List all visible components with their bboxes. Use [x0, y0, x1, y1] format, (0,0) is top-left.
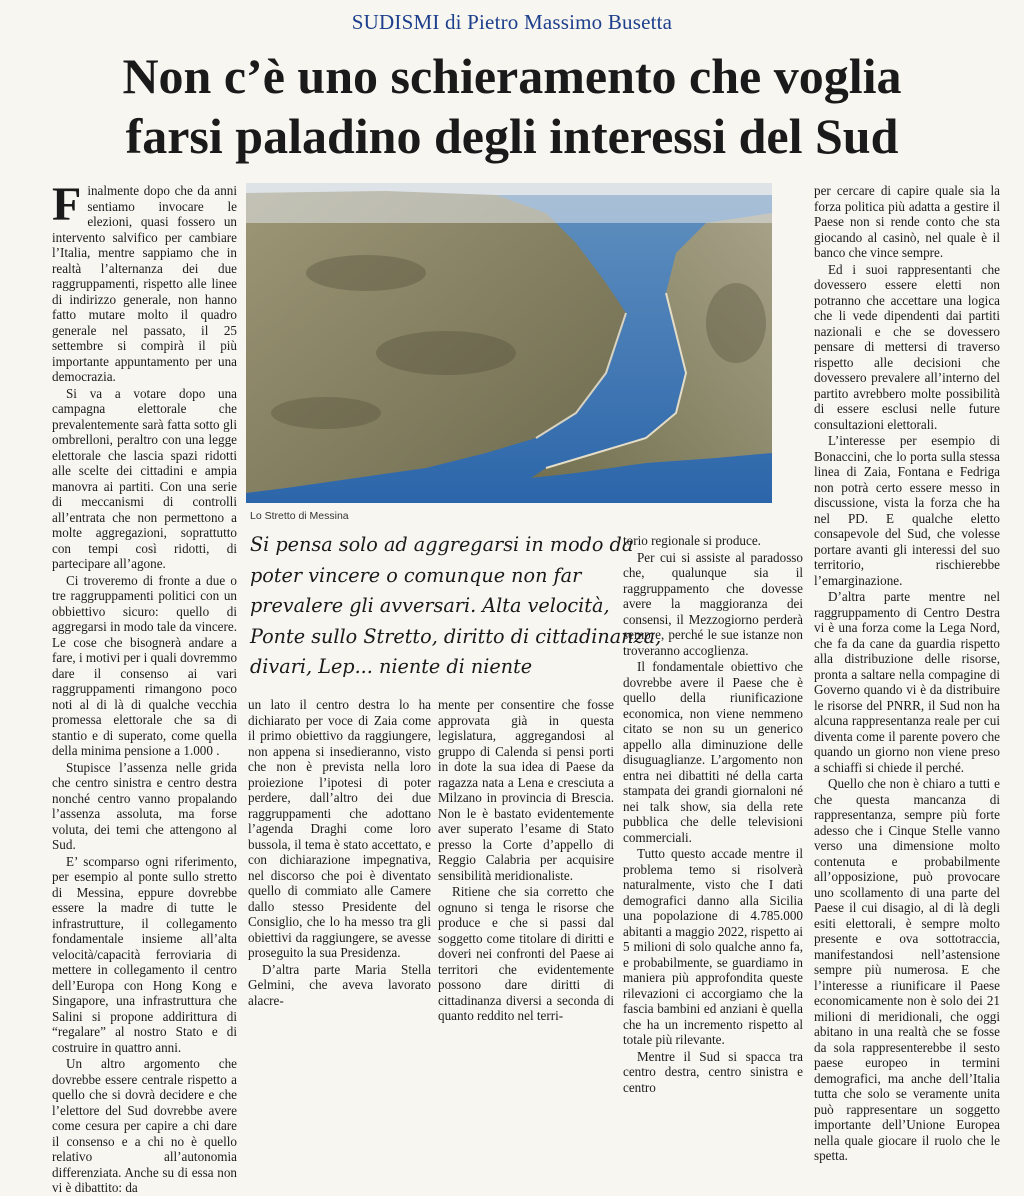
- pull-quote-line: poter vincere o comunque non far: [250, 563, 582, 587]
- column-5: [814, 183, 1000, 1163]
- paragraph: Ritiene che sia corretto che ognuno si tenga le risorse che produce e che si passi dal soggetto come titolare di diritti e doveri nei confronti del Paese ai territori che evidentemente possono dare diritti di cittadinanza diversi a seconda di quanto reddito nel terri-: [438, 884, 614, 1023]
- column-2: [248, 697, 431, 1008]
- paragraph: Stupisce l’assenza nelle grida che centro sinistra e centro destra nonché centro vanno propalando l’assenza assoluta, ma forse voluta, dei temi che attengono al Sud.: [52, 759, 237, 852]
- headline-line-1: Non c’è uno schieramento che voglia: [122, 48, 902, 104]
- drop-cap: F: [52, 178, 82, 231]
- paragraph: Un altro argomento che dovrebbe essere centrale rispetto a quello che si dovrà decidere e che l’elettore del Sud dovrebbe avere come cesura per capire a chi dare il consenso e a chi no è quello relativo all’autonomia differenziata. Anche su di essa non vi è dibattito: da: [52, 1056, 237, 1195]
- column-1: [52, 178, 238, 1195]
- strait-aerial-image: [246, 183, 772, 503]
- photo-strait-of-messina: [246, 183, 772, 503]
- paragraph: Ed i suoi rappresentanti che dovessero essere eletti non potranno che accettare una logica che li vede dipendenti dai partiti nazionali e che se dovessero pensare di mettersi di traverso rispetto alle decisioni che dovessero prevalere all’interno del partito avrebbero molte possibilità di essere esclusi nelle future consultazioni elettorali.: [814, 261, 1000, 432]
- paragraph: Il fondamentale obiettivo che dovrebbe avere il Paese che è quello della riunificazione economica, non viene nemmeno citato se non su un generico appello alla diminuzione delle disuguaglianze. L’argomento non entra nei dibattiti né della carta stampata dei grandi giornaloni né nei talk show, sia della rete pubblica che delle televisioni commerciali.: [623, 659, 803, 845]
- paragraph: L’interesse per esempio di Bonaccini, che lo porta sulla stessa linea di Zaia, Fontana e Fedriga non potrà certo essere messo in discussione, vista la forza che ha nel PD. E qualche eletto consapevole del Sud, che volesse portare avanti gli interessi del suo territorio, rischierebbe l’emarginazione.: [814, 433, 1000, 588]
- column-4: [623, 533, 803, 1095]
- paragraph: Si va a votare dopo una campagna elettorale che prevalentemente sarà fatta sotto gli ombrelloni, peraltro con una legge elettorale che lascia spazi ridotti alle scelte dei cittadini e ampia manovra ai partiti. Con una serie di meccanismi di controlli all’entrata che non permettono a molte aggregazioni, soprattutto con tempi così ridotti, di partecipare all’agone.: [52, 385, 237, 571]
- pull-quote-line: Ponte sullo Stretto, diritto di cittadinanza,: [250, 624, 662, 648]
- paragraph: Quello che non è chiaro a tutti e che questa mancanza di rappresentanza, sempre più forte adesso che i Cinque Stelle vanno verso una dimensione molto contenuta e probabilmente all’opposizione, può provocare uno scollamento di una parte del Paese il cui disagio, al di là degli esiti elettorali, è sempre molto presente e ova sottotraccia, manifestandosi nell’astensione sempre più numerosa. E che l’interesse a riunificare il Paese economicamente non è solo dei 21 milioni di meridionali, che oggi abitano in una realtà che se fosse da sola rappresenterebbe il sesto paese europeo in termini demografici, ma anche dell’Italia tutta che solo se veramente unita può rappresentare un soggetto importante dell’Unione Europea nella quale giocare il ruolo che le spetta.: [814, 776, 1000, 1163]
- paragraph: per cercare di capire quale sia la forza politica più adatta a gestire il Paese non si rende conto che sta giocando al casinò, nel quale è il banco che vince sempre.: [814, 183, 1000, 260]
- paragraph: Per cui si assiste al paradosso che, qualunque sia il raggruppamento che dovesse avere la maggioranza dei consensi, il Mezzogiorno perderà sempre, perché le sue istanze non troveranno accoglienza.: [623, 549, 803, 658]
- paragraph: un lato il centro destra lo ha dichiarato per voce di Zaia come il primo obiettivo da raggiungere, non appena si insedieranno, visto che non è prevista nella loro proiezione l’ipotesi di poter perdere, dall’altro dei due raggruppamenti che adottano l’agenda Draghi come loro bussola, il tema è stato accettato, e con dichiarazione impegnativa, nel discorso che poi è diventato quello di commiato alle Camere dallo stesso Presidente del Consiglio, che lo ha messo tra gli obiettivi da raggiungere, se avesse proseguito la sua Presidenza.: [248, 697, 431, 960]
- kicker: SUDISMI di Pietro Massimo Busetta: [351, 10, 673, 34]
- pull-quote-line: divari, Lep... niente di niente: [250, 655, 533, 678]
- paragraph: Ci troveremo di fronte a due o tre raggruppamenti politici con un obbiettivo sicuro: quello di aggregarsi in modo tale da vincere. Le cose che bisognerà andare a fare, i motivi per i quali dovremmo dare il consenso ai vari raggruppamenti rimangono poco noti al di là di qualche vecchia promessa elettorale che sa di stantio e di superato, come quella della minima pensione a 1.000 .: [52, 572, 238, 758]
- headline-line-2: farsi paladino degli interessi del Sud: [125, 108, 899, 164]
- paragraph: Mentre il Sud si spacca tra centro destra, centro sinistra e centro: [623, 1048, 803, 1095]
- pull-quote-line: Si pensa solo ad aggregarsi in modo da: [250, 533, 634, 556]
- photo-caption: Lo Stretto di Messina: [250, 510, 349, 522]
- paragraph: E’ scomparso ogni riferimento, per esempio al ponte sullo stretto di Messina, eppure dovrebbe essere la madre di tutte le infrastrutture, il collegamento fondamentale insieme all’alta velocità/capacità ferroviaria di mettere in collegamento il centro dell’Europa con Hong Kong e Singapore, una infrastruttura che Salini si propone addirittura di “regalare” al nostro Stato e di costruire in quattro anni.: [52, 853, 237, 1055]
- paragraph: mente per consentire che fosse approvata già in questa legislatura, aggregandosi al gruppo di Calenda si pensi porti in dote la sua idea di Paese da ragazza nata a Lena e cresciuta a Milzano in provincia di Brescia. Non le è bastato evidentemente aver superato l’esame di Stato presso la Corte d’appello di Reggio Calabria per acquisire sensibilità meridionaliste.: [438, 697, 614, 883]
- paragraph: D’altra parte mentre nel raggruppamento di Centro Destra vi è una forza come la Lega Nord, che fa da cane da guardia rispetto alla distribuzione delle risorse, pronta a saltare nella compagine di Governo quando vi è da distribuire le risorse del PNRR, il Sud non ha alcuna rappresentanza reale per cui diventa come il parente povero che quando un giorno non viene preso a schiaffi si chiede il perché.: [814, 589, 1000, 775]
- paragraph: Tutto questo accade mentre il problema temo si risolverà naturalmente, visto che I dati demografici danno alla Sicilia una popolazione di 4.785.000 abitanti a maggio 2022, rispetto ai 5 milioni di solo qualche anno fa, e probabilmente, se guardiamo in maniera più approfondita queste rilevazioni ci accorgiamo che la fascia bambini ed anziani è quella che ha un incremento rispetto al totale più rilevante.: [623, 846, 803, 1047]
- headline: [40, 46, 984, 166]
- paragraph: torio regionale si produce.: [623, 533, 761, 548]
- paragraph: D’altra parte Maria Stella Gelmini, che aveva lavorato alacre-: [248, 961, 431, 1008]
- pull-quote: [250, 530, 662, 683]
- pull-quote-line: prevalere gli avversari. Alta velocità,: [250, 594, 610, 617]
- column-3: [438, 697, 614, 1023]
- paragraph: Finalmente dopo che da anni sentiamo invocare le elezioni, quasi fossero un intervento salvifico per cambiare l’Italia, mentre sappiamo che in realtà l’alternanza dei due raggruppamenti, rispetto alle linee di indirizzo generale, non hanno fatto mutare molto il quadro generale nel passato, il 25 settembre si compirà il più importante appuntamento per una democrazia.: [52, 178, 237, 384]
